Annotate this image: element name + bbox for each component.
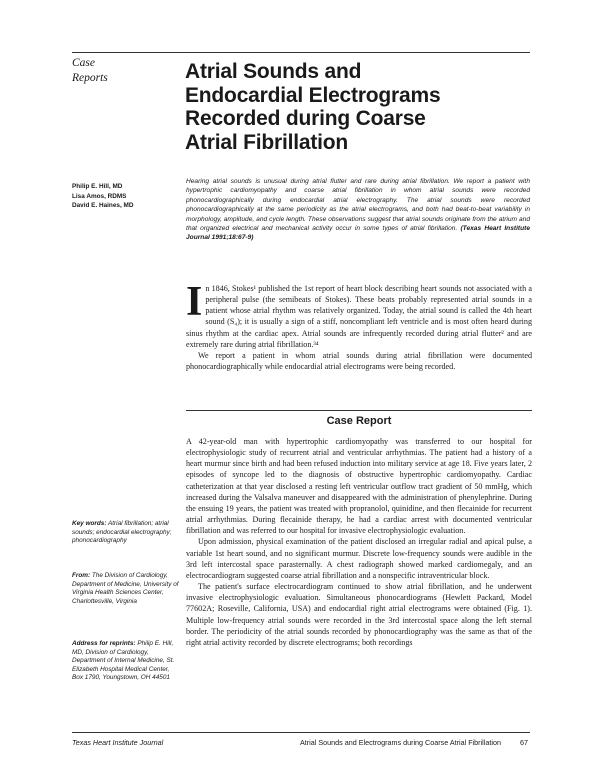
author-3: David E. Haines, MD [72,202,134,210]
case-paragraph-3: The patient's surface electrocardiogram continued to show atrial fibrillation, and he underwent invasive electrophysiologic evaluation. Simultaneous phonocardiograms (Hewlett Packard, Model 77602A; Roseville, California, USA) and endocardial right atrial electrograms were obtained (Fig. 1). Multiple low-frequency atrial sounds were recorded in the 3rd intercostal space along the left sternal border. The periodicity of the atrial sounds recorded by phonocardiography was the same as that of the right atrial activity recorded by discrete electrograms; both recordings [186,582,532,647]
title-line-4: Atrial Fibrillation [185,130,349,154]
case-paragraph-2: Upon admission, physical examination of the patient disclosed an irregular radial and apical pulse, a variable 1st heart sound, and no significant murmur. Discrete low-frequency sounds were audible in the 3rd left intercostal space parasternally. A chest radiograph showed marked cardiomegaly, and an electrocardiogram suggested coarse atrial fibrillation and a nonspecific intraventricular block. [186,537,532,580]
title-line-2: Endocardial Electrograms [185,83,441,107]
drop-cap: I [186,279,203,325]
keywords-label: Key words: [72,520,107,527]
case-report-body [186,436,532,648]
from-text: The Division of Cardiology, Department of Medicine, University of Virginia Health Sciences Center, Charlottesville, Virginia [72,572,179,605]
reprints-note [72,640,182,683]
footer-journal: Texas Heart Institute Journal [72,738,164,747]
title-line-3: Recorded during Coarse [185,107,426,130]
introduction [186,279,532,372]
keywords-note [72,520,182,546]
section-label [72,56,162,86]
from-label: From: [72,572,91,579]
intro-p1-text: n 1846, Stokes¹ published the 1st report of heart block describing heart sounds not associated with a peripheral pulse (the semibeats of Stokes). These beats probably represented atrial sounds in a patient whose atrial rhythm was relatively organized. Today, the atrial sound is called the 4th heart sound (S₄); it is usually a sign of a stiff, noncompliant left ventricle and is most often heard during sinus rhythm at the cardiac apex. Atrial sounds are infrequently recorded during atrial flutter² and are extremely rare during atrial fibrillation.³⁴ [186,284,532,349]
intro-paragraph-1 [186,279,532,350]
author-list [72,182,182,211]
keywords-text: Atrial fibrillation; atrial sounds; endocardial electrography; phonocardiography [72,520,172,545]
footer-rule [72,732,530,733]
intro-paragraph-2: We report a patient in whom atrial sounds during atrial fibrillation were documented phonocardiographically while endocardial atrial electrograms were being recorded. [186,350,532,372]
case-paragraph-1: A 42-year-old man with hypertrophic cardiomyopathy was transferred to our hospital for electrophysiologic study of recurrent atrial and ventricular arrhythmias. The patient had a history of a heart murmur since birth and had been refused induction into military service at age 18. Five years later, 2 episodes of syncope led to the diagnosis of obstructive hypertrophic cardiomyopathy. Cardiac catheterization at that year disclosed a resting left ventricular outflow tract gradient of 50 mmHg, which increased during the Valsalva maneuver and disappeared with the administration of phenylephrine. During the ensuing 19 years, the patient was treated with propranolol, quinidine, and then flecainide for recurrent atrial arrhythmias. During flecainide therapy, he had a cardiac arrest with documented ventricular fibrillation and was referred to our hospital for invasive electrophysiologic evaluation. [186,437,532,536]
case-heading-rule [186,410,532,411]
abstract [186,177,530,243]
address-text: Philip E. Hill, MD, Division of Cardiology, Department of Internal Medicine, St. Elizabeth Hospital Medical Center, Box 1790, Youngstown, OH 44501 [72,640,175,682]
section-label-line-1: Case [72,57,95,69]
section-label-line-2: Reports [72,72,108,84]
footer-running-title: Atrial Sounds and Electrograms during Coarse Atrial Fibrillation [300,738,501,747]
abstract-text: Hearing atrial sounds is unusual during atrial flutter and rare during atrial fibrillation. We report a patient with hypertrophic cardiomyopathy and coarse atrial fibrillation in whom atrial sounds were recorded phonocardiographically during endocardial atrial electrography. The atrial sounds were recorded phonocardiographically at the same periodicity as the atrial electrograms, and both had beat-to-beat variability in morphology, amplitude, and cycle length. These observations suggest that atrial sounds originate from the atrium and that organized electrical and mechanical activity occur in some types of atrial fibrillation. [186,178,530,233]
section-rule [72,52,530,53]
author-1: Philip E. Hill, MD [72,183,123,190]
case-report-heading: Case Report [326,415,392,427]
author-2: Lisa Amos, RDMS [72,192,127,200]
affiliation-note [72,572,182,606]
address-label: Address for reprints: [72,640,136,647]
title-line-1: Atrial Sounds and [185,60,362,83]
abstract-citation: (Texas Heart Institute Journal 1991;18:67-9) [186,225,530,242]
page-number: 67 [520,738,528,747]
article-title [185,60,535,154]
